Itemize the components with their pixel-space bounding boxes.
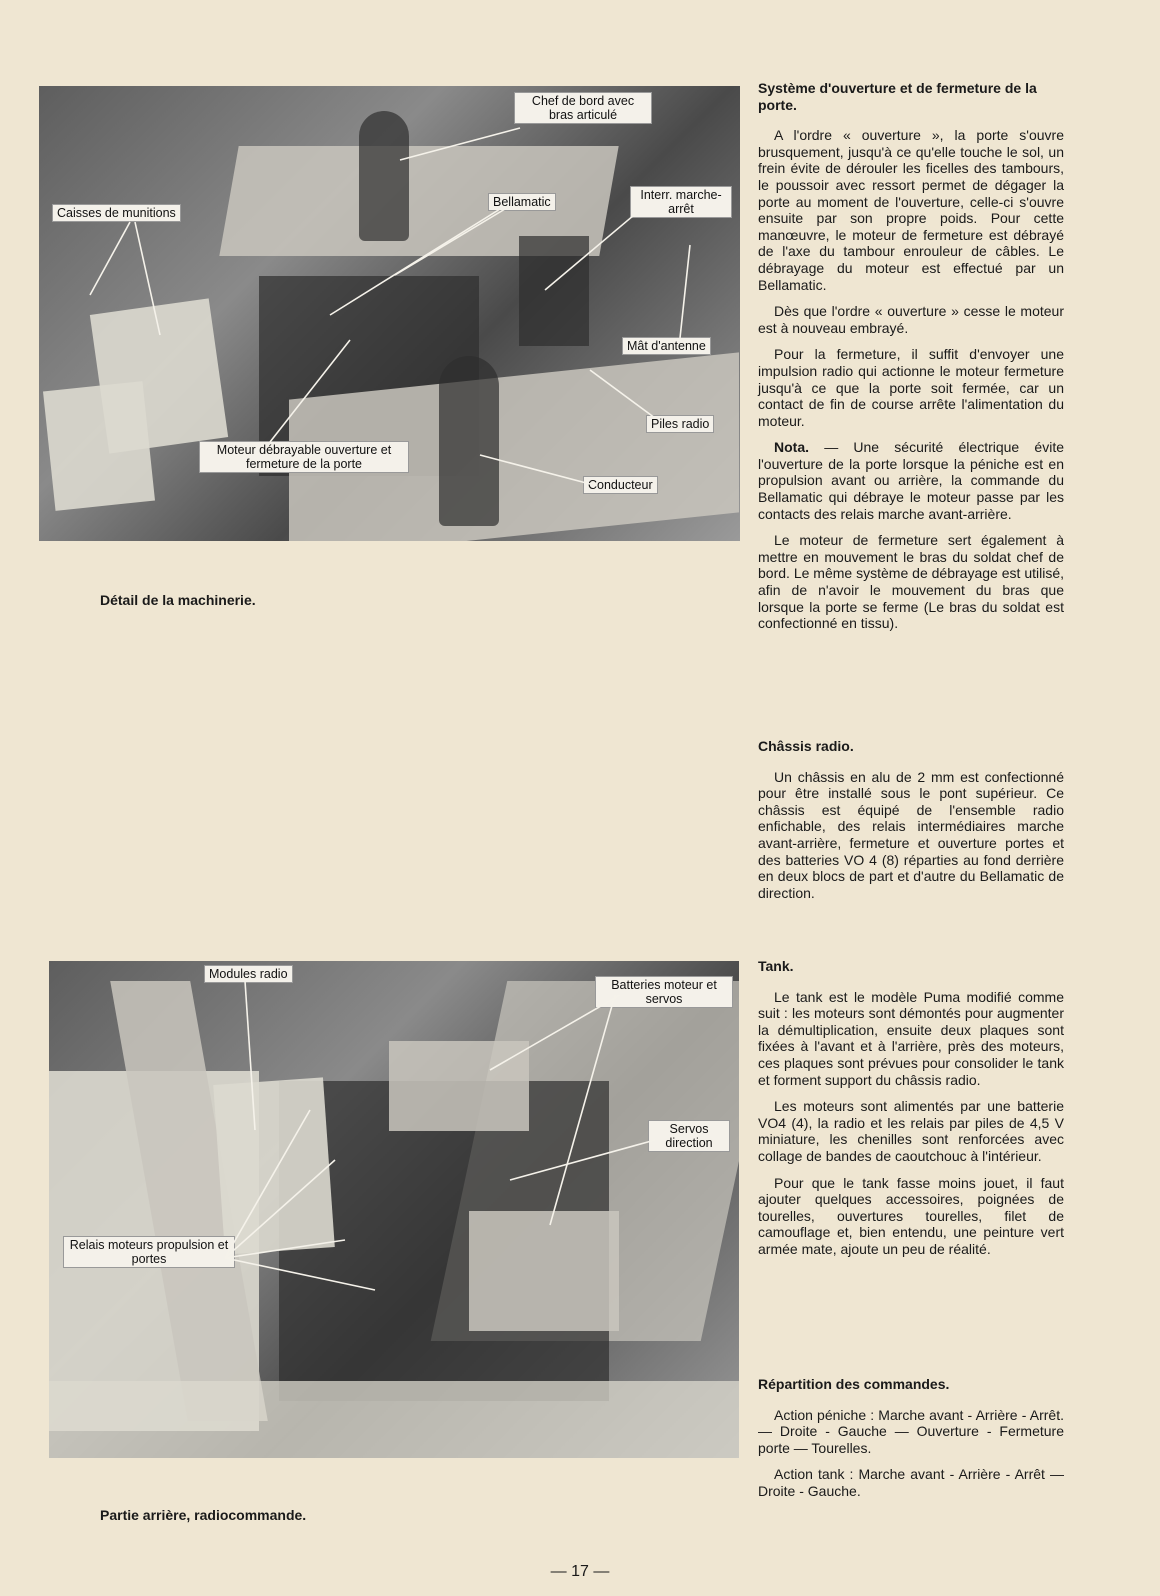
heading-repartition: Répartition des commandes. — [758, 1376, 950, 1392]
arrow-chef — [400, 128, 520, 160]
paragraph: Action péniche : Marche avant - Arrière - Arrêt. — Droite - Gauche — Ouverture - Fermeture porte — Tourelles. — [758, 1406, 1064, 1456]
text-column-2 — [758, 738, 1064, 911]
label-servos-direction: Servos direction — [648, 1120, 730, 1152]
label-mat-antenne: Mât d'antenne — [622, 337, 711, 355]
label-chef-de-bord: Chef de bord avec bras articulé — [514, 92, 652, 124]
paragraph-nota — [758, 439, 1064, 522]
arrow-interr — [545, 210, 640, 290]
arrow-servos — [510, 1140, 655, 1180]
paragraph: A l'ordre « ouverture », la porte s'ouvre brusquement, jusqu'à ce qu'elle touche le sol, un frein évite de dérouler les ficelles des tambours, le poussoir avec ressort permet de dégager la porte au moment de l'ouverture, celle-ci s'ouvre ensuite par son propre poids. Pour cette manœuvre, le moteur de fermeture est débrayé de l'axe du tambour enrouleur de câbles. Le débrayage du moteur est effectué par un Bellamatic. — [758, 127, 1064, 293]
heading-chassis-radio: Châssis radio. — [758, 738, 854, 754]
arrow-piles — [590, 370, 655, 418]
text-column-1 — [758, 80, 1064, 642]
arrow-caisses-1 — [90, 222, 130, 295]
label-interrupteur: Interr. marche-arrêt — [630, 186, 732, 218]
paragraph: Pour la fermeture, il suffit d'envoyer une impulsion radio qui actionne le moteur fermeture jusqu'à ce que la porte soit fermée, car un contact de fin de course arrête l'alimentation du moteur. — [758, 346, 1064, 429]
paragraph: Un châssis en alu de 2 mm est confectionné pour être installé sous le pont supérieur. Ce châssis est équipé de l'ensemble radio enfichable, des relais intermédiaires marche avant-arrière, fermeture et ouverture portes et des batteries VO 4 (8) réparties au fond derrière en deux blocs de part et d'autre du Bellamatic de direction. — [758, 768, 1064, 901]
arrow-modules — [245, 981, 255, 1130]
label-bellamatic: Bellamatic — [488, 193, 556, 211]
paragraph: Les moteurs sont alimentés par une batterie VO4 (4), la radio et les relais par piles de 4,5 V miniature, les chenilles sont renforcées avec collage de bandes de caoutchouc à l'intérieur. — [758, 1098, 1064, 1164]
arrow-caisses-2 — [135, 222, 160, 335]
arrow-relais-4 — [225, 1258, 375, 1290]
heading-systeme-ouverture: Système d'ouverture et de fermeture de la porte. — [758, 80, 1037, 113]
label-moteur-debrayable: Moteur débrayable ouverture et fermeture de la porte — [199, 441, 409, 473]
label-caisses-munitions: Caisses de munitions — [52, 204, 181, 222]
arrow-mat — [680, 245, 690, 338]
label-conducteur: Conducteur — [583, 476, 658, 494]
label-batteries: Batteries moteur et servos — [595, 976, 733, 1008]
arrow-bellamatic-2 — [330, 209, 500, 315]
arrow-moteur — [270, 340, 350, 442]
nota-text: — Une sécurité électrique évite l'ouverture de la porte lorsque la péniche est en propulsion avant ou arrière, la commande du Bellamatic qui débraye le moteur passe par les contacts des relais marche avant-arrière. — [758, 439, 1064, 522]
paragraph: Le tank est le modèle Puma modifié comme suit : les moteurs sont démontés pour augmenter la démultiplication, ensuite deux plaques sont fixées à l'avant et à l'arrière, près des moteurs, ces plaques sont prévues pour consolider le tank et forment support du châssis radio. — [758, 988, 1064, 1088]
text-column-4 — [758, 1376, 1064, 1510]
caption-photo2: Partie arrière, radiocommande. — [100, 1507, 307, 1523]
paragraph: Pour que le tank fasse moins jouet, il faut ajouter quelques accessoires, poignées de tourelles, ouvertures tourelles, filet de camouflage et, bien entendu, une peinture vert armée mate, ajoute un peu de réalité. — [758, 1174, 1064, 1257]
label-relais-moteurs: Relais moteurs propulsion et portes — [63, 1236, 235, 1268]
arrow-relais-1 — [225, 1110, 310, 1258]
heading-tank: Tank. — [758, 958, 794, 974]
label-modules-radio: Modules radio — [204, 965, 293, 983]
text-column-3 — [758, 958, 1064, 1268]
arrow-batteries-1 — [490, 995, 620, 1070]
caption-photo1: Détail de la machinerie. — [100, 592, 256, 608]
nota-label: Nota. — [774, 439, 809, 456]
paragraph: Le moteur de fermeture sert également à mettre en mouvement le bras du soldat chef de bord. Le même système de débrayage est utilisé, afin de n'avoir le mouvement du bras que lorsque la porte se ferme (Le bras du soldat est confectionné en tissu). — [758, 532, 1064, 632]
label-piles-radio: Piles radio — [646, 415, 714, 433]
page-number: — 17 — — [550, 1563, 610, 1580]
paragraph: Action tank : Marche avant - Arrière - Arrêt — Droite - Gauche. — [758, 1466, 1064, 1499]
arrow-conducteur — [480, 455, 590, 484]
paragraph: Dès que l'ordre « ouverture » cesse le moteur est à nouveau embrayé. — [758, 303, 1064, 336]
